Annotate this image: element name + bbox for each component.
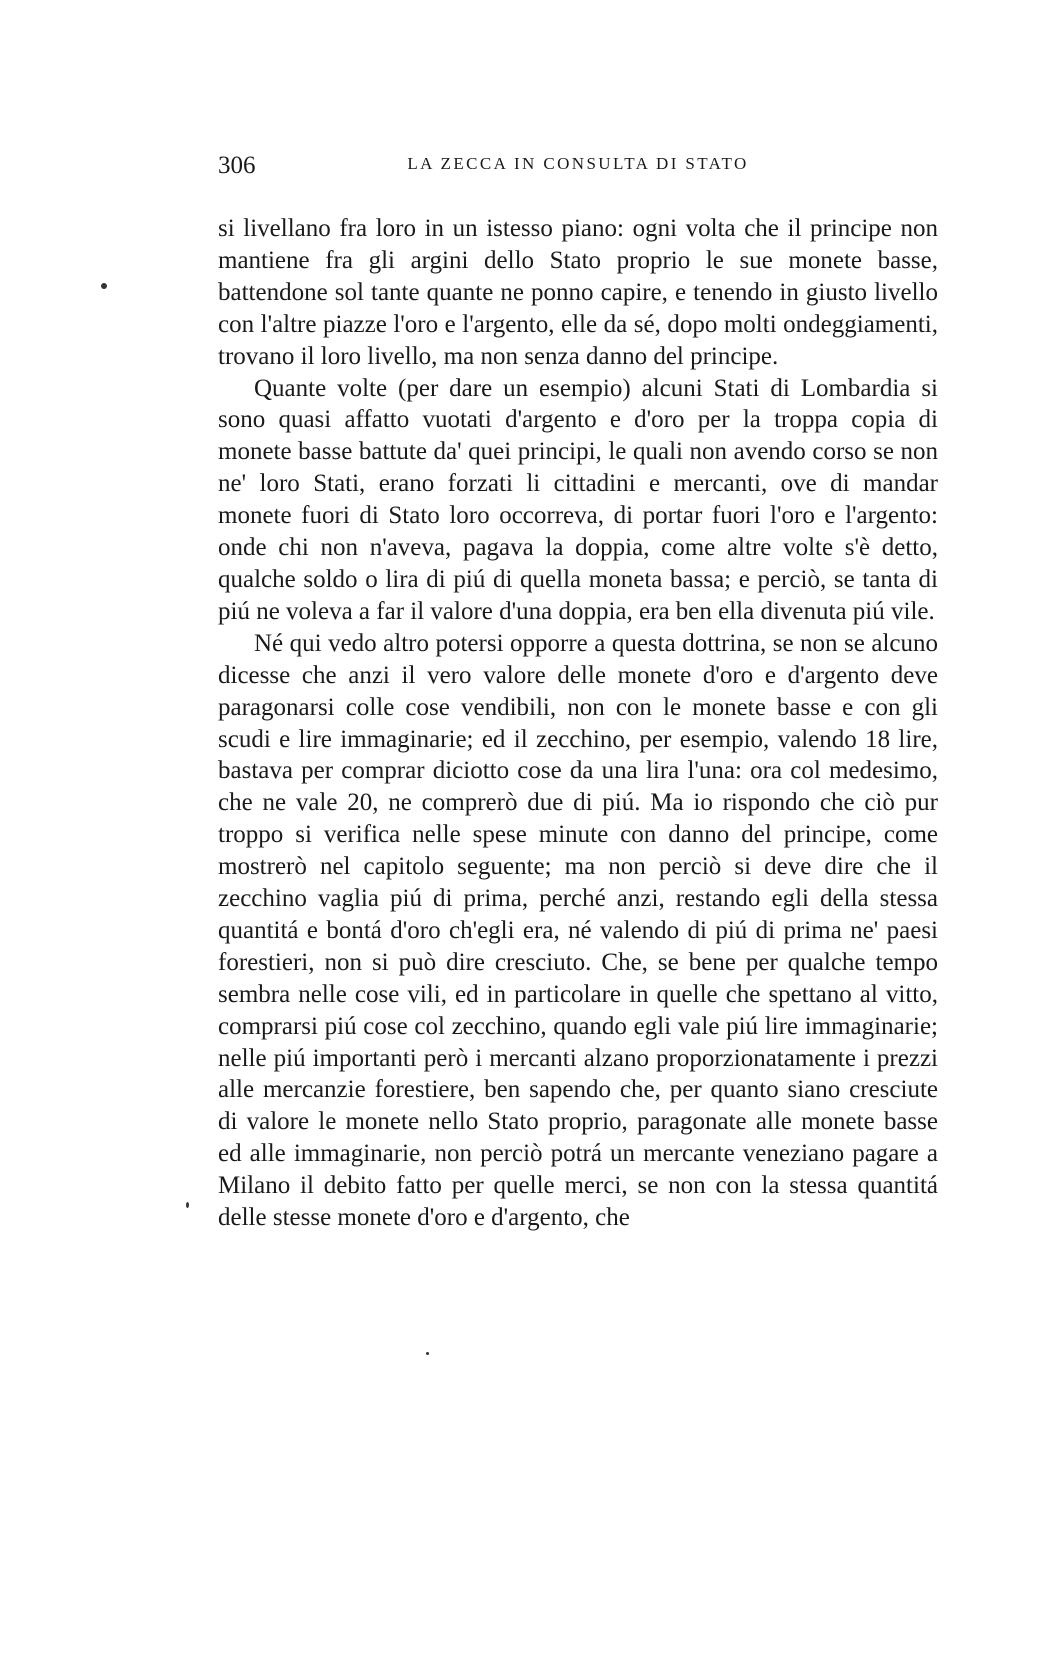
scan-speck [186,1202,189,1208]
running-title: LA ZECCA IN CONSULTA DI STATO [407,154,749,173]
scan-speck [101,283,107,289]
scan-speck [426,1352,429,1355]
page-number: 306 [218,152,256,179]
paragraph-2: Quante volte (per dare un esempio) alcuni Stati di Lombardia si sono quasi affatto vuotati d'argento e d'oro per la troppa copia di monete basse battute da' quei principi, le quali non avendo corso se non ne' loro Stati, erano forzati li cittadini e mercanti, ove di mandar monete fuori di Stato loro occorreva, di portar fuori l'oro e l'argento: onde chi non n'aveva, pagava la doppia, come altre volte s'è detto, qualche soldo o lira di piú di quella moneta bassa; e perciò, se tanta di piú ne voleva a far il valore d'una doppia, era ben ella divenuta piú vile. [218,374,938,625]
paragraph-3: Né qui vedo altro potersi opporre a questa dottrina, se non se alcuno dicesse che anzi il vero valore delle monete d'oro e d'argento deve paragonarsi colle cose vendibili, non con le monete basse e con gli scudi e lire immaginarie; ed il zecchino, per esempio, valendo 18 lire, bastava per comprar diciotto cose da una lira l'una: ora col medesimo, che ne vale 20, ne comprerò due di piú. Ma io rispondo che ciò pur troppo si verifica nelle spese minute con danno del principe, come mostrerò nel capitolo seguente; ma non perciò si deve dire che il zecchino vaglia piú di prima, perché anzi, restando egli della stessa quantitá e bontá d'oro ch'egli era, né valendo di piú di prima ne' paesi forestieri, non si può dire cresciuto. Che, se bene per qualche tempo sembra nelle cose vili, ed in particolare in quelle che spettano al vitto, comprarsi piú cose col zecchino, quando egli vale piú lire immaginarie; nelle piú importanti però i mercanti alzano proporzionatamente i prezzi alle mercanzie forestiere, ben sapendo che, per quanto siano cresciute di valore le monete nello Stato proprio, paragonate alle monete basse ed alle immaginarie, non perciò potrá un mercante veneziano pagare a Milano il debito fatto per quelle merci, se non con la stessa quantitá delle stesse monete d'oro e d'argento, che [218,629,938,1232]
paragraph-1: si livellano fra loro in un istesso piano: ogni volta che il principe non mantiene fra gli argini dello Stato proprio le sue monete basse, battendone sol tante quante ne ponno capire, e tenendo in giusto livello con l'altre piazze l'oro e l'argento, elle da sé, dopo molti ondeggiamenti, trovano il loro livello, ma non senza danno del principe. [218,215,938,370]
page-header [218,152,938,182]
body-text [218,213,938,1234]
